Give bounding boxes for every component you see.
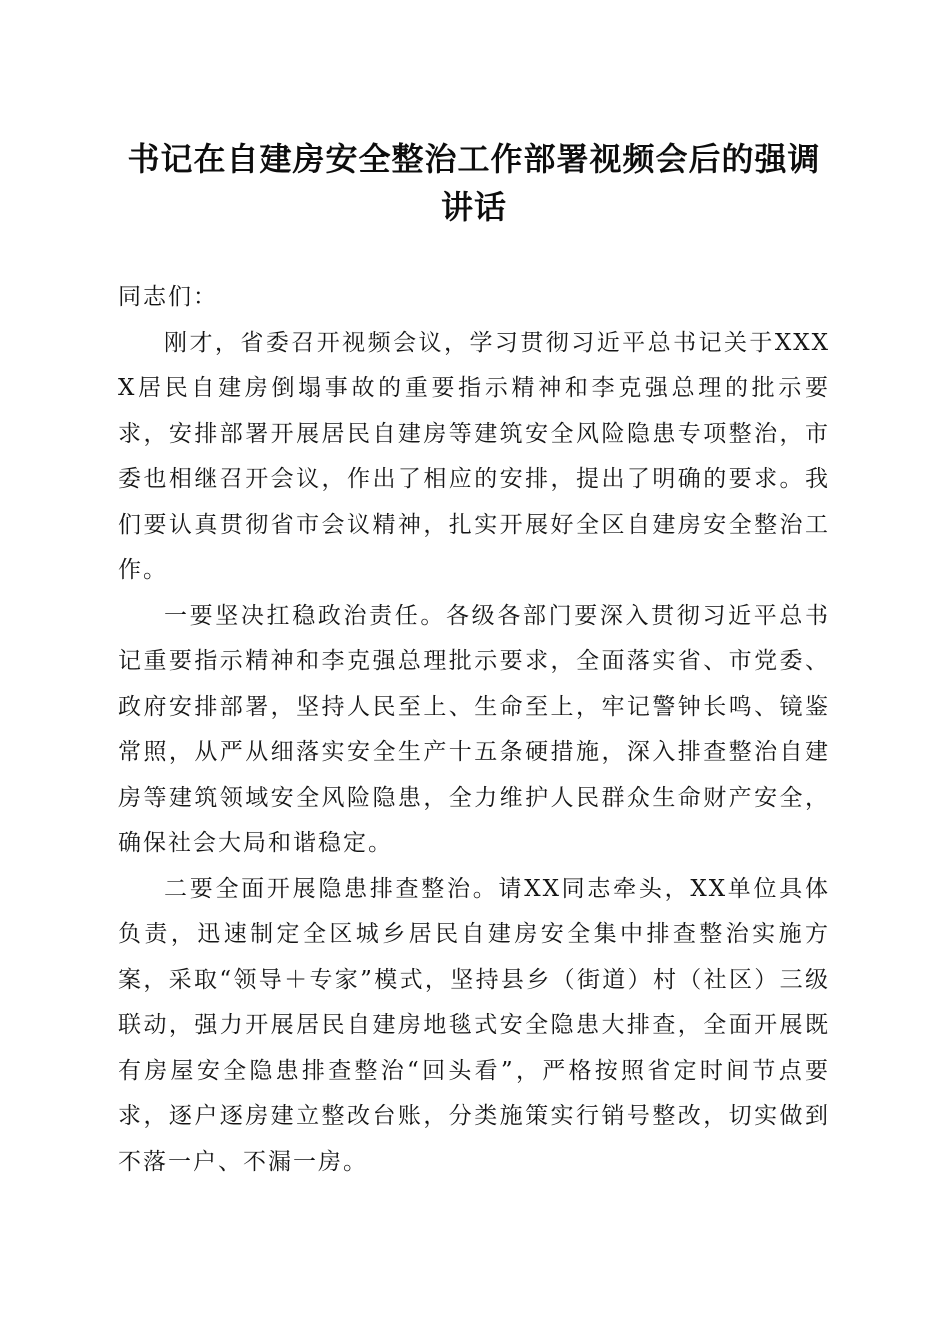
salutation: 同志们： (118, 284, 218, 310)
paragraph-hazard-inspection: 二要全面开展隐患排查整治。请XX同志牵头，XX单位具体负责，迅速制定全区城乡居民自建房安全集中排查整治实施方案，采取“领导＋专家”模式，坚持县乡（街道）村（社区）三级联动，强力开展居民自建房地毯式安全隐患大排查，全面开展既有房屋安全隐患排查整治“回头看”，严格按照省定时间节点要求，逐户逐房建立整改台账，分类施策实行销号整改，切实做到不落一户、不漏一房。 (118, 875, 830, 1175)
document-body (118, 275, 830, 1185)
document-title: 书记在自建房安全整治工作部署视频会后的强调讲话 (127, 140, 821, 226)
paragraph-intro: 刚才，省委召开视频会议，学习贯彻习近平总书记关于XXXX居民自建房倒塌事故的重要指示精神和李克强总理的批示要求，安排部署开展居民自建房等建筑安全风险隐患专项整治，市委也相继召开会议，作出了相应的安排，提出了明确的要求。我们要认真贯彻省市会议精神，扎实开展好全区自建房安全整治工作。 (118, 329, 830, 583)
paragraph-political-responsibility: 一要坚决扛稳政治责任。各级各部门要深入贯彻习近平总书记重要指示精神和李克强总理批示要求，全面落实省、市党委、政府安排部署，坚持人民至上、生命至上，牢记警钟长鸣、镜鉴常照，从严从细落实安全生产十五条硬措施，深入排查整治自建房等建筑领域安全风险隐患，全力维护人民群众生命财产安全，确保社会大局和谐稳定。 (118, 602, 830, 856)
